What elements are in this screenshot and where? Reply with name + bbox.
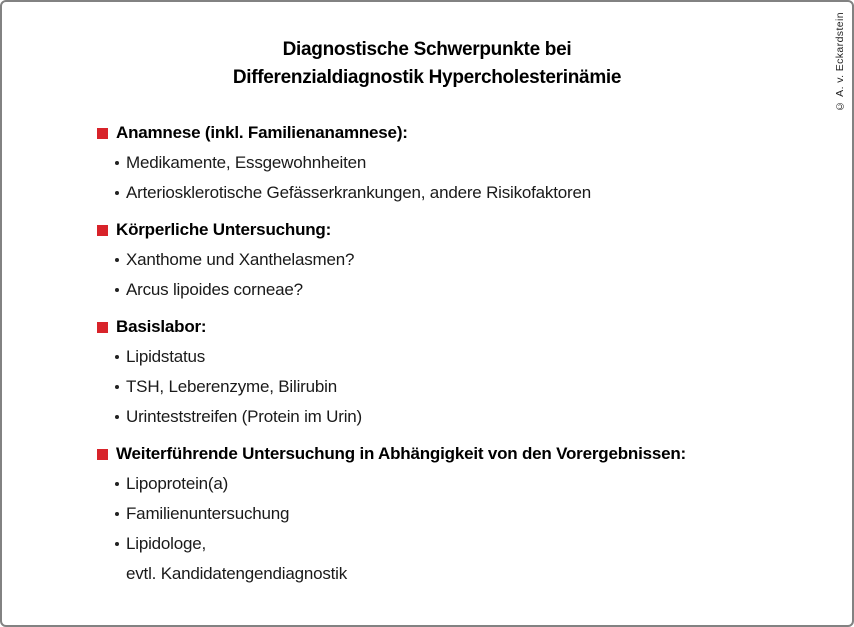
section-weiterfuehrende-untersuchung <box>97 439 782 589</box>
list-item-label: Lipidologe, <box>126 534 207 553</box>
list-item-label: Urinteststreifen (Protein im Urin) <box>126 407 362 426</box>
bullet-dot-icon <box>115 288 119 292</box>
section-koerperliche-untersuchung <box>97 215 782 305</box>
red-square-bullet-icon <box>97 128 108 139</box>
bullet-dot-icon <box>115 258 119 262</box>
bullet-dot-icon <box>115 542 119 546</box>
page-title <box>2 36 852 92</box>
bullet-dot-icon <box>115 191 119 195</box>
red-square-bullet-icon <box>97 225 108 236</box>
list-item-label: evtl. Kandidatengendiagnostik <box>126 564 348 583</box>
section-anamnese <box>97 118 782 208</box>
list-item-continuation <box>115 559 782 589</box>
list-item-label: Lipidstatus <box>126 347 206 366</box>
section-heading <box>97 118 782 148</box>
section-basislabor <box>97 312 782 432</box>
list-item <box>115 499 782 529</box>
page-title-line-2: Differenzialdiagnostik Hypercholesterinämie <box>232 67 622 88</box>
section-heading <box>97 215 782 245</box>
section-heading-label: Anamnese (inkl. Familienanamnese): <box>116 123 408 142</box>
list-item <box>115 402 782 432</box>
bullet-dot-icon <box>115 415 119 419</box>
list-item <box>115 342 782 372</box>
list-item-label: Arcus lipoides corneae? <box>126 280 303 299</box>
section-heading-label: Basislabor: <box>116 317 207 336</box>
list-item <box>115 148 782 178</box>
list-item <box>115 275 782 305</box>
list-item-label: Familienuntersuchung <box>126 504 290 523</box>
slide-content <box>2 118 852 589</box>
list-item-label: TSH, Leberenzyme, Bilirubin <box>126 377 337 396</box>
list-item <box>115 469 782 499</box>
bullet-spacer <box>115 572 119 576</box>
list-item-label: Xanthome und Xanthelasmen? <box>126 250 355 269</box>
page-title-line-1: Diagnostische Schwerpunkte bei <box>282 39 572 60</box>
list-item <box>115 529 782 559</box>
copyright-credit: © A. v. Eckardstein <box>834 12 846 112</box>
section-heading <box>97 312 782 342</box>
bullet-dot-icon <box>115 482 119 486</box>
section-heading-label: Weiterführende Untersuchung in Abhängigkeit von den Vorergebnissen: <box>116 444 687 463</box>
bullet-dot-icon <box>115 355 119 359</box>
red-square-bullet-icon <box>97 449 108 460</box>
bullet-dot-icon <box>115 161 119 165</box>
red-square-bullet-icon <box>97 322 108 333</box>
list-item <box>115 178 782 208</box>
list-item-label: Medikamente, Essgewohnheiten <box>126 153 367 172</box>
section-heading <box>97 439 782 469</box>
bullet-dot-icon <box>115 385 119 389</box>
list-item <box>115 372 782 402</box>
list-item-label: Lipoprotein(a) <box>126 474 229 493</box>
section-heading-label: Körperliche Untersuchung: <box>116 220 332 239</box>
list-item <box>115 245 782 275</box>
bullet-dot-icon <box>115 512 119 516</box>
list-item-label: Arteriosklerotische Gefässerkrankungen, andere Risikofaktoren <box>126 183 591 202</box>
